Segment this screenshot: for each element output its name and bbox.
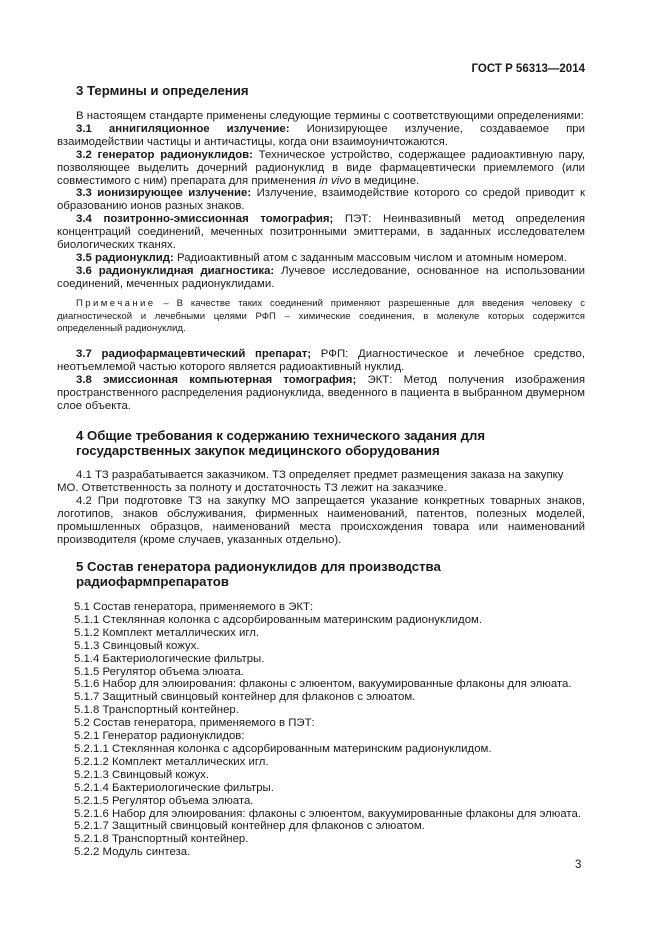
list-item: 5.1.4 Бактериологические фильтры. [74, 652, 265, 665]
list-item: 5.2.1 Генератор радионуклидов: [74, 730, 245, 743]
list-item: 5.1.1 Стеклянная колонка с адсорбированным материнским радионуклидом. [74, 613, 483, 626]
section-3-intro: В настоящем стандарте применены следующие термины с соответствующими определениями: [76, 110, 584, 122]
list-item: 5.2 Состав генератора, применяемого в ПЭТ: [74, 717, 315, 730]
list-item: 5.1.3 Свинцовый кожух. [74, 639, 200, 652]
list-item: 5.2.1.1 Стеклянная колонка с адсорбированным материнским радионуклидом. [74, 742, 492, 755]
term-definition: РФП: Диагностическое и лечебное средство, неотъемлемой частью которого является радиоактивный нуклид. [57, 348, 585, 373]
list-item: 5.2.1.8 Транспортный контейнер. [74, 833, 249, 846]
list-item: 5.1.5 Регулятор объема элюата. [74, 665, 244, 678]
term-title: 3.3 ионизирующее излучение: [76, 187, 252, 200]
term-title: 3.8 эмиссионная компьютерная томография; [76, 373, 357, 386]
list-item: 5.1 Состав генератора, применяемого в ЭКТ: [74, 601, 314, 613]
page-number: 3 [575, 859, 582, 871]
term-3-6 [57, 265, 585, 291]
list-item: 5.2.1.2 Комплект металлических игл. [74, 755, 269, 768]
heading-line: радиофармпрепаратов [76, 574, 229, 589]
term-3-7 [57, 348, 585, 374]
list-item: 5.1.2 Комплект металлических игл. [74, 626, 260, 639]
term-title: 3.4 позитронно-эмиссионная томография; [76, 213, 334, 226]
term-title: 3.6 радионуклидная диагностика: [76, 264, 275, 277]
term-title: 3.2 генератор радионуклидов: [76, 148, 253, 161]
section-3-heading: 3 Термины и определения [76, 83, 249, 98]
section-5-heading [76, 559, 576, 589]
term-3-3 [57, 187, 585, 213]
term-3-1 [57, 123, 585, 149]
term-definition: Излучение, взаимодействие которого со средой приводит к образованию ионов разных знаков. [57, 187, 585, 213]
term-title: 3.7 радиофармацевтический препарат; [76, 348, 312, 360]
list-item: 5.1.7 Защитный свинцовый контейнер для флаконов с элюатом. [74, 691, 416, 704]
heading-line: 4 Общие требования к содержанию технического задания для [76, 428, 486, 443]
list-item: 5.2.1.7 Защитный свинцовый контейнер для флаконов с элюатом. [74, 820, 425, 833]
term-definition-end: в медицине. [351, 174, 420, 187]
list-item: 5.2.1.4 Бактериологические фильтры. [74, 781, 274, 794]
term-definition: ПЭТ: Неинвазивный метод определения концентраций соединений, меченных позитронными эмиттерами, в заданных исследователем биологических тканях. [57, 213, 585, 252]
document-id: ГОСТ Р 56313—2014 [471, 63, 585, 75]
note-text: – В качестве таких соединений применяют разрешенные для введения человеку с диагностической и лечебными целями РФП – химические соединения, в молекуле которых содержится определенный радионуклид. [57, 298, 585, 335]
term-title: 3.5 радионуклид: [76, 251, 174, 264]
term-italic: in vivo [319, 174, 352, 187]
term-3-8 [57, 374, 585, 413]
heading-line: государственных закупок медицинского оборудования [76, 443, 440, 458]
list-item: 5.2.1.3 Свинцовый кожух. [74, 768, 210, 781]
term-title: 3.1 аннигиляционное излучение: [76, 122, 290, 135]
heading-line: 5 Состав генератора радионуклидов для производства [76, 559, 441, 574]
section-3-body [57, 110, 585, 291]
note-label: Примечание [76, 298, 156, 309]
note [57, 298, 585, 336]
list-item: 5.2.1.5 Регулятор объема элюата. [74, 794, 254, 807]
term-definition: Радиоактивный атом с заданным массовым числом и атомным номером. [173, 251, 567, 264]
list-item: 5.2.1.6 Набор для элюирования: флаконы с элюентом, вакуумированные флаконы для элюата. [74, 807, 582, 820]
paragraph-4-2: 4.2 При подготовке ТЗ на закупку МО запрещается указание конкретных товарных знаков, логотипов, знаков обслуживания, фирменных наименований, патентов, полезных моделей, промышленных образцов, наименований места происхождения товара или наименований производителя (кроме случаев, указанных отдельно). [57, 494, 585, 546]
term-definition: Лучевое исследование, основанное на использовании соединений, меченных радионуклидами. [57, 264, 585, 290]
term-3-2 [57, 149, 585, 188]
section-4-heading [76, 428, 576, 458]
section-4-body [57, 469, 585, 546]
term-3-4 [57, 213, 585, 252]
list-item: 5.1.8 Транспортный контейнер. [74, 704, 239, 717]
term-3-5 [57, 252, 585, 265]
section-5-list [74, 601, 581, 859]
term-definition: Техническое устройство, содержащее радиоактивную пару, позволяющее выделить дочерний радионуклид в виде фармацевтически приемлемого (или совместимого с ним) препарата для применения [57, 148, 585, 187]
paragraph-4-1: 4.1 ТЗ разрабатывается заказчиком. ТЗ определяет предмет размещения заказа на закупку МО. Ответственность за полноту и достаточность ТЗ лежит на заказчике. [57, 469, 564, 494]
term-definition: Ионизирующее излучение, создаваемое при взаимодействии частицы и античастицы, когда они взаимоуничтожаются. [57, 122, 585, 148]
section-3-body-cont [57, 348, 585, 413]
list-item: 5.2.2 Модуль синтеза. [74, 846, 191, 859]
list-item: 5.1.6 Набор для элюирования: флаконы с элюентом, вакуумированные флаконы для элюата. [74, 678, 572, 691]
term-definition: ЭКТ: Метод получения изображения пространственного распределения радионуклида, введенного в пациента в выбранном двумерном слое объекта. [57, 373, 585, 412]
